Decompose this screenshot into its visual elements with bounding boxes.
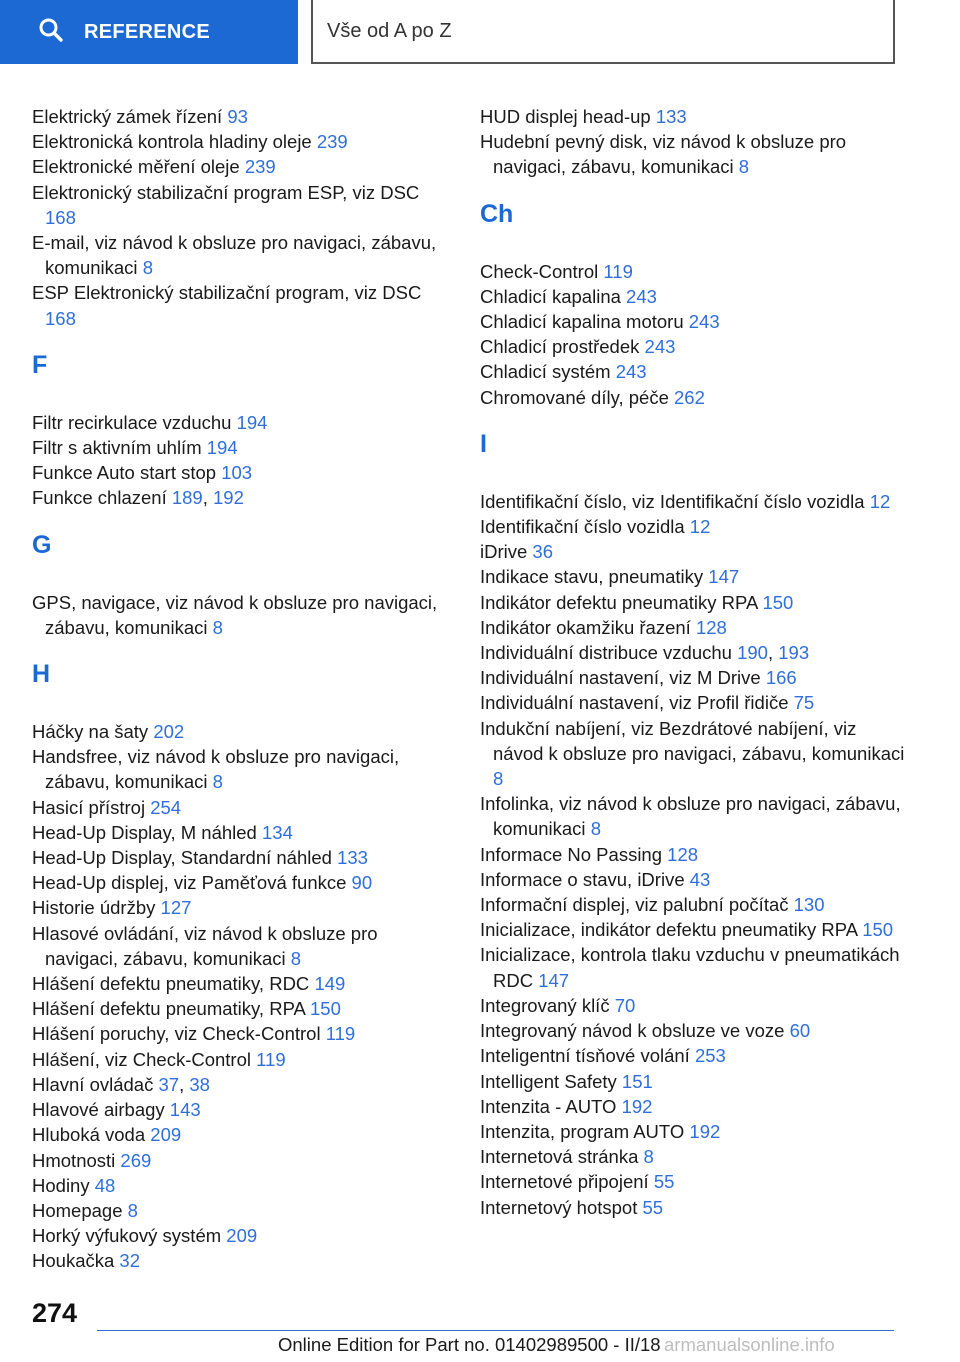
page-link[interactable]: 127 — [160, 897, 192, 919]
page-link[interactable]: 93 — [227, 106, 248, 127]
index-entry — [480, 665, 910, 690]
page-link[interactable]: 70 — [614, 994, 636, 1016]
page-link[interactable]: 12 — [689, 516, 711, 538]
index-entry-text: HUD displej head-up — [480, 106, 651, 127]
index-entry — [32, 1047, 452, 1072]
index-entry — [32, 460, 452, 485]
reference-tab[interactable] — [0, 0, 298, 64]
page-link[interactable]: 8 — [290, 947, 302, 969]
index-entry-text: Individuální nastavení, viz M Drive — [480, 667, 761, 689]
page-link[interactable]: 209 — [150, 1124, 182, 1146]
index-entry-text: Check-Control — [480, 260, 599, 282]
index-entry — [480, 539, 910, 564]
index-letter-heading: F — [32, 350, 48, 379]
index-entry-text: Chromované díly, péče — [480, 386, 669, 408]
index-entry-text: ESP Elektronický stabilizační program, viz DSC — [32, 282, 422, 304]
index-letter-heading: Ch — [480, 199, 514, 228]
page-link[interactable]: 32 — [119, 1250, 140, 1272]
index-entry-text: Hlavní ovládač — [32, 1073, 154, 1095]
index-entry — [480, 489, 910, 514]
index-entry — [480, 359, 910, 384]
index-entry — [32, 410, 452, 435]
index-entry — [480, 1018, 910, 1043]
index-entry — [480, 1195, 910, 1220]
index-entry: Funkce chlazení 189, 192 — [32, 487, 244, 509]
index-entry — [480, 590, 910, 615]
index-entry — [32, 280, 452, 330]
page-link[interactable]: 194 — [206, 437, 238, 459]
index-entry-text: Elektronické měření oleje — [32, 156, 240, 178]
index-entry-text: Hlasové ovládání, viz návod k obsluze pro navigaci, zábavu, komunikaci — [32, 922, 378, 969]
page-link[interactable]: 12 — [869, 490, 891, 512]
page-link[interactable]: 128 — [667, 843, 699, 865]
page-link[interactable]: 166 — [765, 667, 797, 689]
page-link[interactable]: 239 — [244, 156, 276, 178]
index-entry — [32, 921, 452, 971]
index-entry-text: Head-Up Display, M náhled — [32, 821, 257, 843]
index-entry-text: Inicializace, kontrola tlaku vzduchu v pneumatikách RDC — [480, 944, 900, 991]
page-link[interactable]: 190 — [737, 642, 768, 664]
page-link[interactable]: 193 — [778, 642, 810, 664]
index-entry-text: Filtr recirkulace vzduchu — [32, 411, 232, 433]
section-title-bar — [311, 0, 895, 64]
search-icon — [38, 17, 84, 48]
index-entry — [480, 1043, 910, 1068]
index-entry-text: Hasicí přístroj — [32, 796, 146, 818]
page-link[interactable]: 243 — [644, 336, 676, 358]
index-entry — [480, 867, 910, 892]
page-link[interactable]: 189 — [171, 487, 203, 509]
index-letter-heading: I — [480, 429, 487, 458]
index-entry — [32, 1248, 452, 1273]
index-entry — [480, 993, 910, 1018]
page-link[interactable]: 243 — [626, 285, 657, 307]
index-letter-heading: G — [32, 530, 52, 559]
footer-divider — [97, 1330, 894, 1331]
index-entry-text: Horký výfukový systém — [32, 1225, 222, 1247]
index-entry — [480, 564, 910, 589]
index-entry — [480, 284, 910, 309]
index-entry-text: Intenzita, program AUTO — [480, 1120, 685, 1142]
index-entry — [480, 917, 910, 942]
page-link[interactable]: 8 — [142, 257, 153, 279]
index-entry — [480, 104, 910, 129]
index-entry-text: Internetový hotspot — [480, 1196, 638, 1218]
index-entry — [32, 1148, 452, 1173]
index-entry — [480, 259, 910, 284]
watermark: armanualsonline.info — [664, 1334, 835, 1355]
page-link[interactable]: 147 — [538, 969, 570, 991]
index-entry — [32, 129, 452, 154]
page-link[interactable]: 143 — [169, 1099, 201, 1121]
page-link[interactable]: 209 — [226, 1225, 258, 1247]
index-entry-text: Houkačka — [32, 1250, 115, 1272]
index-entry-text: Head-Up Display, Standardní náhled — [32, 847, 332, 869]
index-entry-text: Inteligentní tísňové volání — [480, 1045, 690, 1067]
index-entry — [32, 845, 452, 870]
page-link[interactable]: 133 — [655, 106, 687, 127]
page-link[interactable]: 150 — [862, 919, 894, 941]
index-entry — [32, 180, 452, 230]
page-link[interactable]: 262 — [674, 386, 705, 408]
page-link[interactable]: 239 — [316, 131, 348, 153]
index-entry — [480, 892, 910, 917]
index-entry-text: Informační displej, viz palubní počítač — [480, 894, 789, 916]
page-link[interactable]: 192 — [213, 487, 244, 509]
index-entry-text: Indikace stavu, pneumatiky — [480, 566, 704, 588]
page-link[interactable]: 150 — [762, 591, 794, 613]
index-entry-text: Intelligent Safety — [480, 1070, 617, 1092]
index-entry-text: Elektrický zámek řízení — [32, 106, 223, 127]
index-entry-text: Háčky na šaty — [32, 721, 149, 743]
page-link[interactable]: 8 — [590, 818, 601, 840]
index-entry-text: Hlášení defektu pneumatiky, RDC — [32, 973, 310, 995]
index-entry-text: GPS, navigace, viz návod k obsluze pro navigaci, zábavu, komunikaci — [32, 591, 438, 638]
index-entry-text: Individuální distribuce vzduchu — [480, 642, 732, 664]
index-entry — [32, 1198, 452, 1223]
index-entry — [32, 971, 452, 996]
page-link[interactable]: 243 — [615, 361, 647, 383]
index-entry-text: Hlášení, viz Check-Control — [32, 1048, 251, 1070]
page-link[interactable]: 147 — [708, 566, 740, 588]
index-entry — [32, 996, 452, 1021]
page-link[interactable]: 168 — [45, 206, 76, 228]
index-entry — [32, 820, 452, 845]
index-entry: Individuální distribuce vzduchu 190, 193 — [480, 642, 810, 664]
index-entry-text: Head-Up displej, viz Paměťová funkce — [32, 872, 347, 894]
index-entry — [32, 1021, 452, 1046]
index-entry — [480, 309, 910, 334]
index-entry — [32, 795, 452, 820]
page-link[interactable]: 8 — [643, 1146, 654, 1168]
page-link[interactable]: 90 — [351, 872, 373, 894]
page-link[interactable]: 254 — [150, 796, 182, 818]
index-entry-text: Hlášení defektu pneumatiky, RPA — [32, 998, 305, 1020]
page-link[interactable]: 151 — [621, 1070, 653, 1092]
index-entry — [480, 1144, 910, 1169]
index-entry — [480, 791, 910, 841]
index-entry — [32, 870, 452, 895]
index-entry — [32, 744, 452, 794]
index-entry — [32, 719, 452, 744]
page-link[interactable]: 8 — [212, 616, 223, 638]
page-link[interactable]: 8 — [493, 768, 504, 790]
index-entry — [32, 895, 452, 920]
reference-tab-label: REFERENCE — [84, 20, 211, 43]
index-entry-text: Infolinka, viz návod k obsluze pro navigaci, zábavu, komunikaci — [480, 793, 901, 840]
index-column-left — [32, 104, 452, 1274]
index-letter-heading: H — [32, 660, 51, 689]
page-link[interactable]: 8 — [212, 771, 223, 793]
index-entry — [32, 154, 452, 179]
index-entry — [480, 942, 910, 992]
index-entry — [480, 129, 910, 179]
index-entry-text: Homepage — [32, 1199, 123, 1221]
index-entry-text: Funkce chlazení — [32, 487, 167, 509]
page-link[interactable]: 75 — [793, 692, 815, 714]
index-entry-text: Internetová stránka — [480, 1146, 639, 1168]
index-entry-text: Chladicí kapalina motoru — [480, 311, 684, 333]
index-entry-text: Elektronický stabilizační program ESP, viz DSC — [32, 181, 420, 203]
page-link[interactable]: 150 — [310, 998, 341, 1020]
index-entry-text: Chladicí kapalina — [480, 285, 621, 307]
index-column-right — [480, 104, 910, 1220]
page-link[interactable]: 60 — [789, 1020, 811, 1042]
index-entry — [480, 385, 910, 410]
index-entry-text: E-mail, viz návod k obsluze pro navigaci, zábavu, komunikaci — [32, 232, 437, 279]
index-entry — [480, 334, 910, 359]
page-link[interactable]: 243 — [688, 311, 720, 333]
index-entry-text: Hlavové airbagy — [32, 1099, 165, 1121]
page-link[interactable]: 133 — [337, 847, 368, 869]
index-entry-text: Hmotnosti — [32, 1149, 116, 1171]
page-link[interactable]: 103 — [221, 462, 253, 484]
index-entry-text: Intenzita - AUTO — [480, 1095, 617, 1117]
index-entry — [32, 1173, 452, 1198]
page-link[interactable]: 253 — [694, 1045, 726, 1067]
page-link[interactable]: 55 — [653, 1171, 675, 1193]
index-entry-text: Internetové připojení — [480, 1171, 649, 1193]
index-entry-text: Individuální nastavení, viz Profil řidiče — [480, 692, 789, 714]
index-entry — [32, 1122, 452, 1147]
index-entry — [480, 716, 910, 792]
page-link[interactable]: 38 — [189, 1073, 210, 1095]
page-link[interactable]: 36 — [532, 541, 553, 563]
page-link[interactable]: 202 — [153, 721, 185, 743]
index-entry-text: Elektronická kontrola hladiny oleje — [32, 131, 312, 153]
page-link[interactable]: 55 — [642, 1196, 664, 1218]
page-link[interactable]: 192 — [621, 1095, 653, 1117]
page-number: 274 — [32, 1298, 78, 1328]
index-entry-text: Historie údržby — [32, 897, 156, 919]
index-entry-text: Integrovaný klíč — [480, 994, 610, 1016]
index-entry-text: Identifikační číslo vozidla — [480, 516, 685, 538]
index-entry — [32, 104, 452, 129]
index-entry-text: Hudební pevný disk, viz návod k obsluze pro navigaci, zábavu, komunikaci — [480, 131, 847, 178]
index-entry-text: Informace No Passing — [480, 843, 663, 865]
index-entry-text: Hluboká voda — [32, 1124, 146, 1146]
index-entry — [480, 615, 910, 640]
page-link[interactable]: 149 — [314, 973, 346, 995]
page-link[interactable]: 269 — [120, 1149, 152, 1171]
page-link[interactable]: 48 — [94, 1174, 116, 1196]
index-entry-text: Filtr s aktivním uhlím — [32, 437, 202, 459]
page-link[interactable]: 119 — [325, 1023, 356, 1045]
index-entry — [480, 690, 910, 715]
index-entry — [480, 1069, 910, 1094]
page-link[interactable]: 130 — [793, 894, 825, 916]
page-link[interactable]: 8 — [738, 156, 750, 178]
index-entry: Hlavní ovládač 37, 38 — [32, 1073, 210, 1095]
edition-text: Online Edition for Part no. 01402989500 - II/18 — [278, 1334, 661, 1355]
index-entry — [480, 1119, 910, 1144]
index-entry-text: Handsfree, viz návod k obsluze pro navigaci, zábavu, komunikaci — [32, 746, 400, 793]
index-entry-text: Hlášení poruchy, viz Check-Control — [32, 1023, 321, 1045]
index-entry-text: Integrovaný návod k obsluze ve voze — [480, 1020, 785, 1042]
index-entry-text: Indikátor defektu pneumatiky RPA — [480, 591, 758, 613]
page-link[interactable]: 194 — [236, 411, 268, 433]
index-entry-text: Informace o stavu, iDrive — [480, 868, 685, 890]
page-link[interactable]: 119 — [603, 260, 633, 282]
index-entry — [32, 230, 452, 280]
index-entry — [32, 590, 452, 640]
index-entry — [32, 1097, 452, 1122]
page-link[interactable]: 8 — [127, 1199, 138, 1221]
index-entry-text: Inicializace, indikátor defektu pneumatiky RPA — [480, 919, 858, 941]
index-entry-text: iDrive — [480, 541, 528, 563]
index-entry-text: Hodiny — [32, 1174, 90, 1196]
index-entry — [32, 1223, 452, 1248]
index-entry — [480, 1169, 910, 1194]
index-entry — [480, 1094, 910, 1119]
index-entry-text: Indikátor okamžiku řazení — [480, 616, 691, 638]
index-entry — [32, 435, 452, 460]
index-entry — [480, 514, 910, 539]
page-link[interactable]: 128 — [695, 616, 727, 638]
index-entry — [480, 842, 910, 867]
index-entry-text: Identifikační číslo, viz Identifikační číslo vozidla — [480, 490, 865, 512]
page-link[interactable]: 119 — [256, 1048, 286, 1070]
index-entry-text: Chladicí systém — [480, 361, 611, 383]
section-title: Vše od A po Z — [327, 19, 452, 42]
index-entry-text: Chladicí prostředek — [480, 336, 640, 358]
page-link[interactable]: 168 — [45, 307, 76, 329]
page-link[interactable]: 43 — [689, 868, 711, 890]
page-link[interactable]: 37 — [158, 1073, 180, 1095]
index-entry-text: Indukční nabíjení, viz Bezdrátové nabíjení, viz návod k obsluze pro navigaci, zábavu, komunikaci — [480, 717, 905, 764]
page-link[interactable]: 134 — [262, 821, 293, 843]
page-link[interactable]: 192 — [689, 1120, 721, 1142]
index-entry-text: Funkce Auto start stop — [32, 462, 217, 484]
